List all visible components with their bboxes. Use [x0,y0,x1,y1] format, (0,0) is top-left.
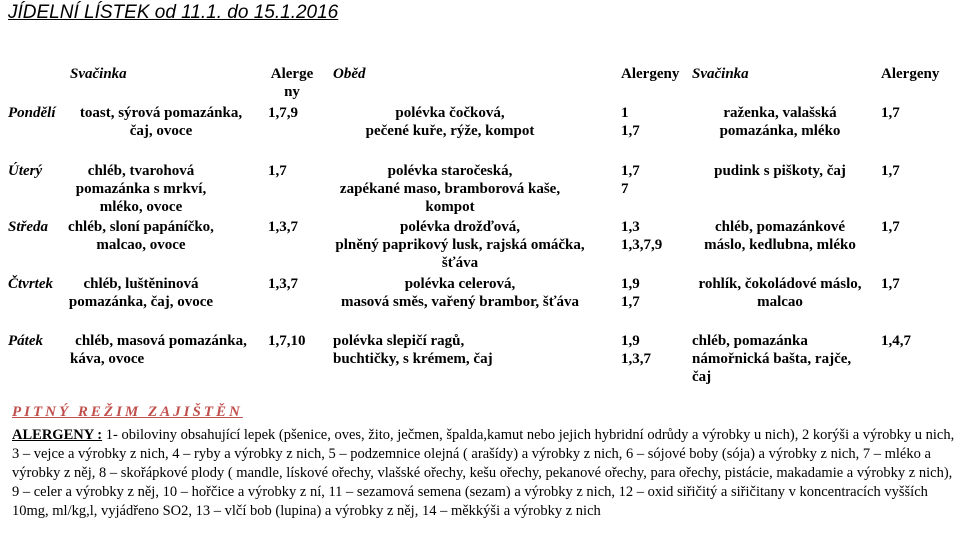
allergens2-value: 1,3,7 [621,351,651,367]
allergens3-value: 1,7 [881,219,900,235]
allergens3-value: 1,4,7 [881,333,911,349]
snack1-line: malcao, ovoce [96,237,186,253]
allergen-legend-label: ALERGENY : [12,427,103,443]
snack2-line: rohlík, čokoládové máslo, [698,276,862,292]
snack1-line: chléb, masová pomazánka, [75,333,247,349]
snack2-line: chléb, pomazánka [692,333,808,349]
snack2-line: malcao [757,294,803,310]
snack2-line: máslo, kedlubna, mléko [704,237,856,253]
day-label: Středa [8,219,49,235]
lunch-line: polévka drožďová, [400,219,520,235]
snack2-line: raženka, valašská [723,105,837,121]
allergens1-value: 1,7,10 [268,333,306,349]
lunch-line: polévka celerová, [404,276,516,292]
snack1-line: mléko, ovoce [99,199,183,215]
lunch-line: polévka čočková, [395,105,505,121]
snack1-line: chléb, sloní papáníčko, [68,219,214,235]
header-allergens3: Alergeny [881,66,940,82]
snack1-line: pomazánka s mrkví, [75,181,207,197]
snack1-line: toast, sýrová pomazánka, [79,105,243,121]
drinking-regime-heading: PITNÝ REŽIM ZAJIŠTĚN [12,404,243,420]
header-lunch: Oběd [333,66,366,82]
snack1-line: pomazánka, čaj, ovoce [68,294,214,310]
allergen-legend-text: 1- obiloviny obsahující lepek (pšenice, oves, žito, ječmen, špalda,kamut nebo jejich hybridní odrůdy a výrobky u nich), 2 korýši a výrobky u nich, 3 – vejce a výrobky z nich, 4 – ryby a výrobky z nich, 5 – podzemnice olejná ( arašídy) a výrobky z nich, 6 – sójové boby (sója) a výrobky z nich, 7 – mléko a výrobky z něj, 8 – skořápkové plody ( mandle, lískové ořechy, vlašské ořechy, kešu ořechy, pekanové ořechy, para ořechy, pistácie, makadamie a výrobky z nich), 9 – celer a výrobky z něj, 10 – hořčice a výrobky z ní, 11 – sezamová semena (sezam) a výrobky z nich, 12 – oxid siřičitý a siřičitany v koncentracích vyšších 10mg, ml/kg,l, vyjádřeno SO2, 13 – vlčí bob (lupina) a výrobky z něj, 14 – měkkýši a výrobky z nich [12,427,955,519]
snack1-line: káva, ovoce [70,351,145,367]
allergens2-value: 1,7 [621,163,640,179]
allergen-legend [12,426,957,521]
snack2-line: čaj [692,369,712,385]
lunch-line: zapékané maso, bramborová kaše, [339,181,561,197]
allergens2-value: 7 [621,181,629,197]
allergens1-value: 1,7 [268,163,287,179]
snack1-line: chléb, tvarohová [87,163,195,179]
allergens2-value: 1,9 [621,333,640,349]
day-label: Úterý [8,163,43,179]
allergens3-value: 1,7 [881,163,900,179]
header-snack2: Svačinka [692,66,749,82]
allergens2-value: 1,9 [621,276,640,292]
header-allergens2: Alergeny [621,66,680,82]
allergens1-value: 1,3,7 [268,276,298,292]
lunch-line: buchtičky, s krémem, čaj [333,351,493,367]
snack1-line: chléb, luštěninová [83,276,199,292]
day-label: Pondělí [8,105,56,121]
allergens2-value: 1,3,7,9 [621,237,663,253]
snack2-line: pudink s piškoty, čaj [714,163,846,179]
lunch-line: šťáva [441,255,479,271]
lunch-line: polévka slepičí ragů, [333,333,465,349]
header-allergens1-line2: ny [284,84,300,100]
snack1-line: čaj, ovoce [129,123,193,139]
allergens2-value: 1,7 [621,294,640,310]
lunch-line: masová směs, vařený brambor, šťáva [340,294,580,310]
allergens1-value: 1,3,7 [268,219,298,235]
menu-title: JÍDELNÍ LÍSTEK od 11.1. do 15.1.2016 [8,2,339,23]
lunch-line: plněný paprikový lusk, rajská omáčka, [335,237,585,253]
allergens3-value: 1,7 [881,276,900,292]
lunch-line: polévka staročeská, [387,163,513,179]
allergens2-value: 1,3 [621,219,640,235]
allergens3-value: 1,7 [881,105,900,121]
day-label: Pátek [8,333,43,349]
allergens2-value: 1 [621,105,629,121]
snack2-line: chléb, pomazánkové [714,219,845,235]
snack2-line: pomazánka, mléko [719,123,841,139]
lunch-line: pečené kuře, rýže, kompot [365,123,535,139]
allergens1-value: 1,7,9 [268,105,298,121]
header-allergens1-line1: Alerge [270,66,314,82]
header-snack1: Svačinka [70,66,127,82]
snack2-line: námořnická bašta, rajče, [692,351,852,367]
allergens2-value: 1,7 [621,123,640,139]
lunch-line: kompot [425,199,475,215]
day-label: Čtvrtek [8,276,53,292]
